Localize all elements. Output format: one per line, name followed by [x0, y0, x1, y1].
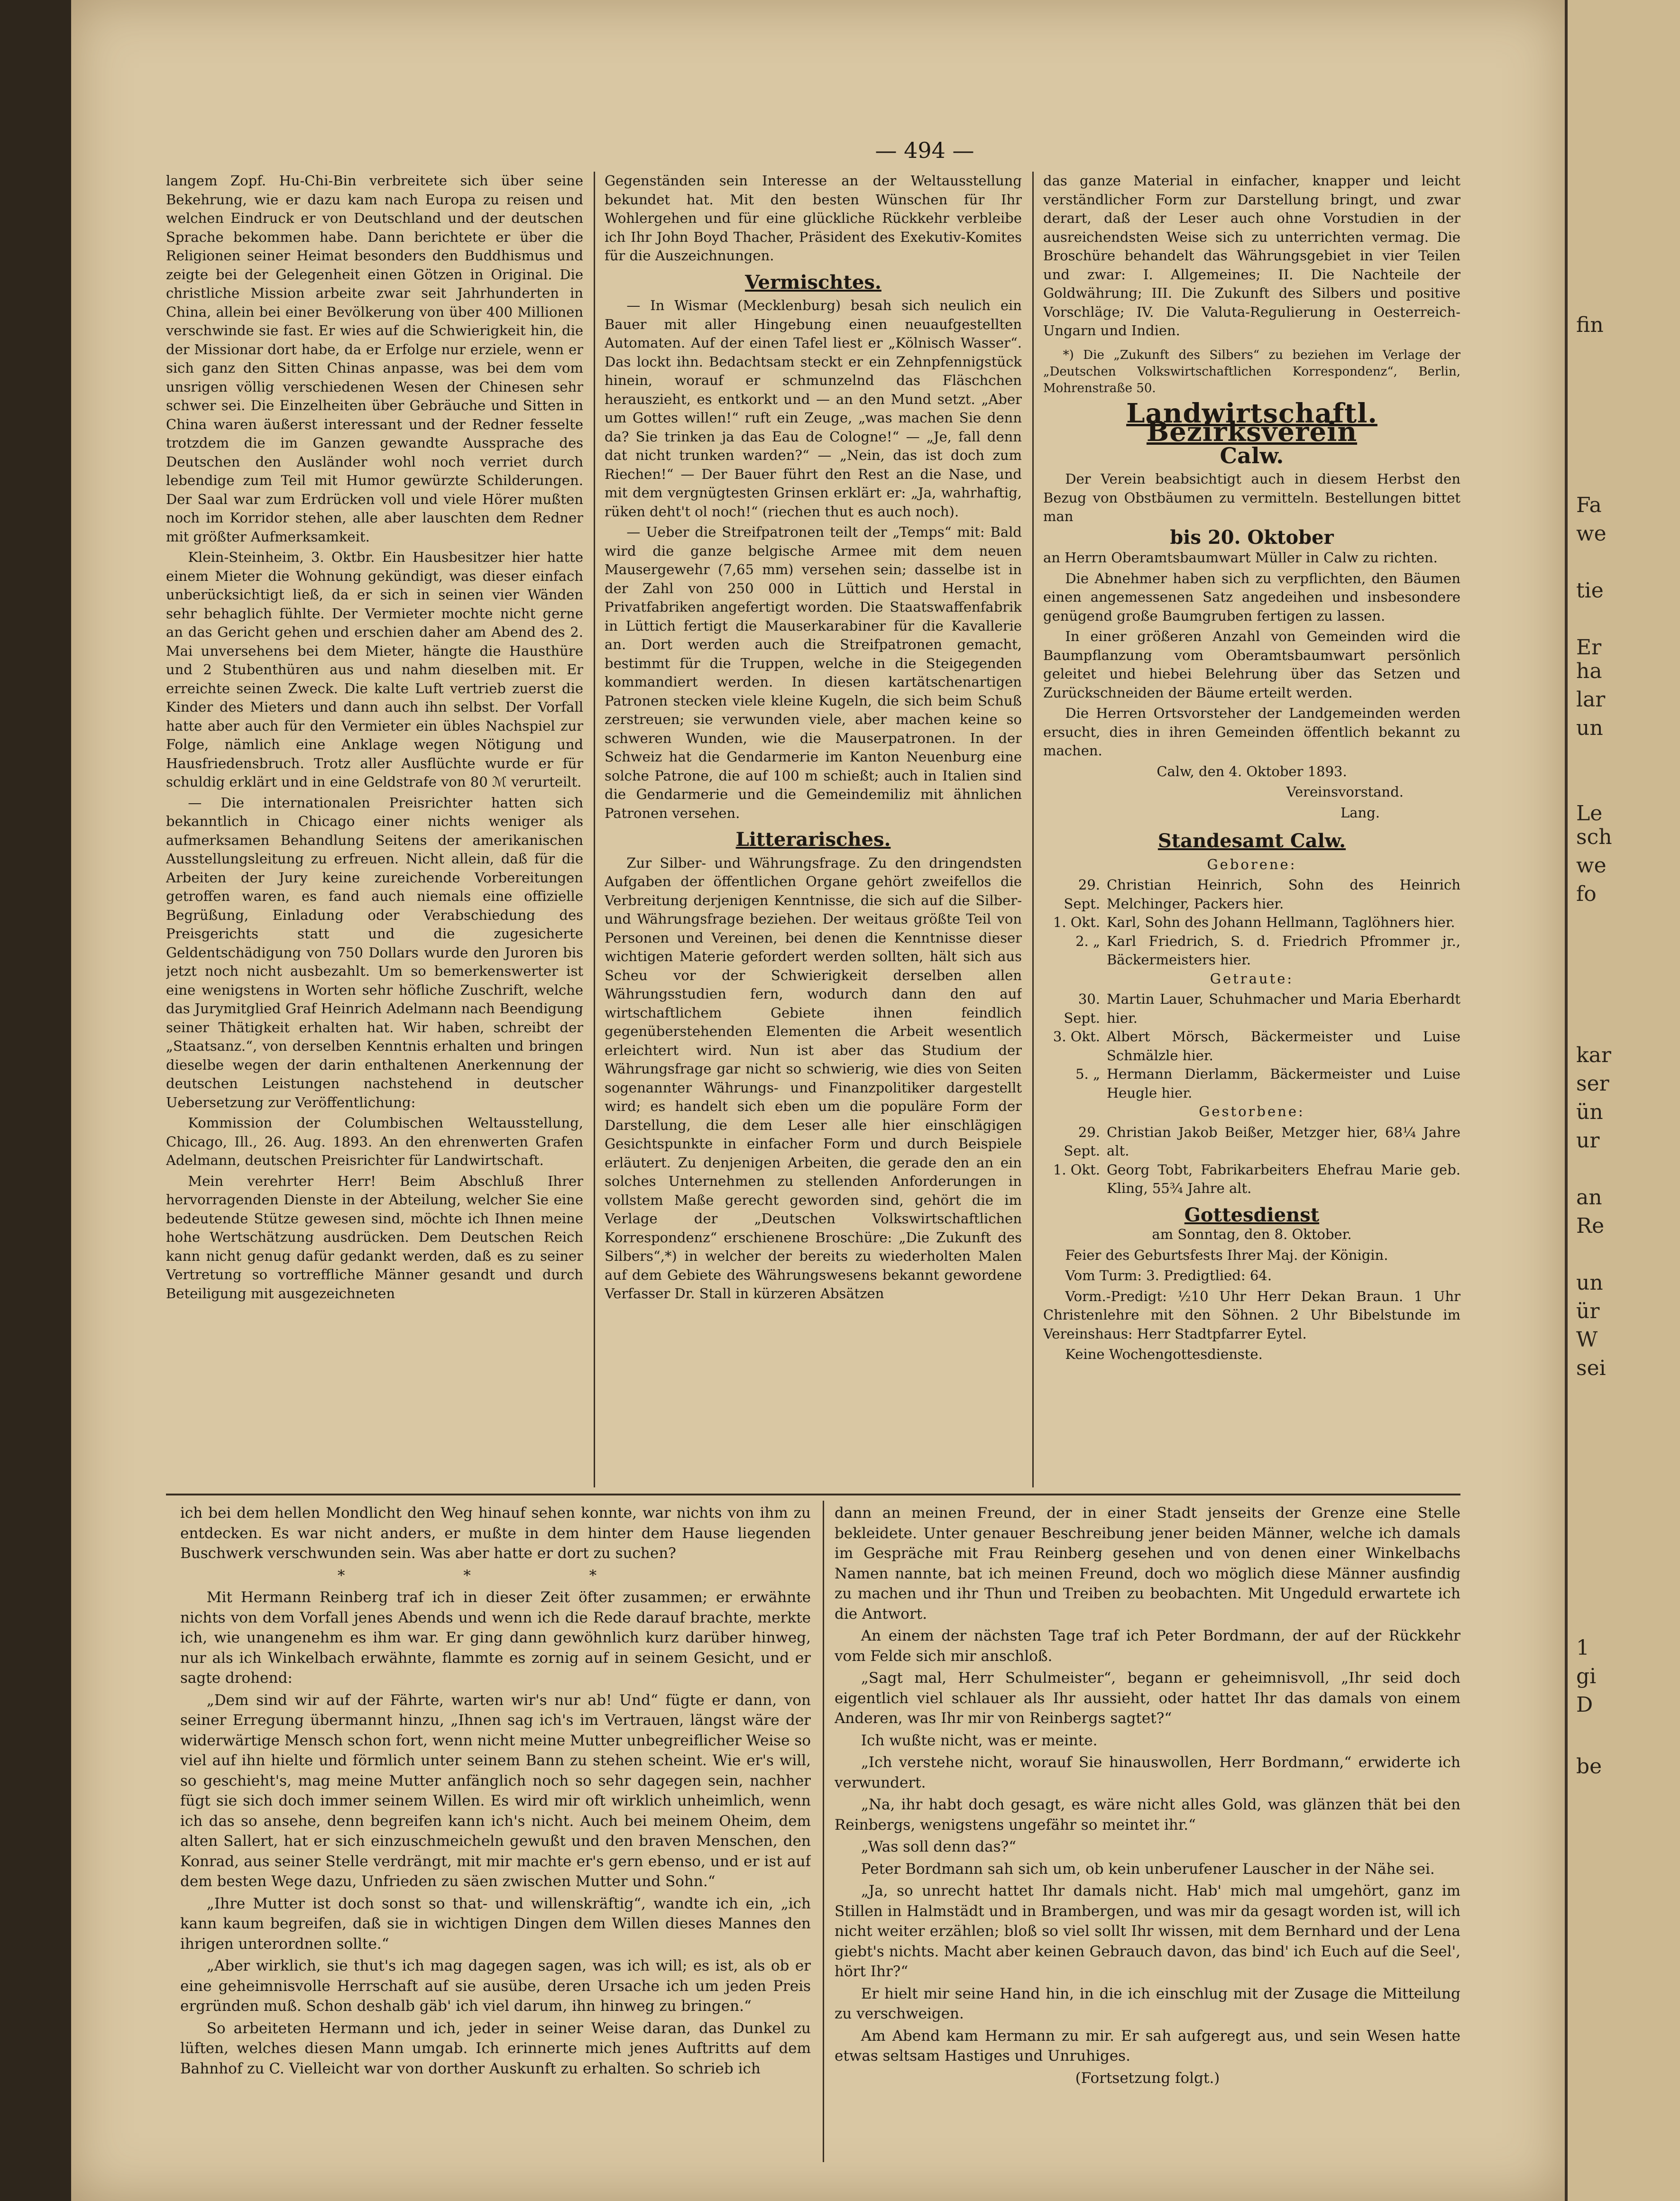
col1-paragraph-4: Kommission der Columbischen Weltausstellung, Chicago, Ill., 26. Aug. 1893. An den ehrenwerten Grafen Adelmann, deutschen Preisrichter für Landwirtschaft.: [166, 1115, 583, 1168]
story-left-paragraph-1: ich bei dem hellen Mondlicht den Weg hinauf sehen konnte, war nichts von ihm zu entdecken. Es war nicht anders, er mußte in dem hinter dem Hause liegenden Buschwerk verschwunden sein. Was aber hatte er dort zu suchen?: [180, 1504, 811, 1562]
ad-paragraph-2: an Herrn Oberamtsbaumwart Müller in Calw zu richten.: [1043, 550, 1438, 566]
gottesdienst-date: am Sonntag, den 8. Oktober.: [1152, 1226, 1352, 1242]
ad-paragraph-3: Die Abnehmer haben sich zu verpflichten, den Bäumen einen angemessenen Satz angedeihen und insbesondere genügend große Baumgruben fertigen zu lassen.: [1043, 570, 1460, 624]
birth-entry: [1043, 876, 1460, 913]
entry-text: Karl Friedrich, S. d. Friedrich Pfrommer jr., Bäckermeisters hier.: [1107, 933, 1460, 968]
death-entry: [1043, 1123, 1460, 1161]
col2-paragraph-4: Zur Silber- und Währungsfrage. Zu den dringendsten Aufgaben der öffentlichen Organe gehört zweifellos die Verbreitung derjenigen Kenntnisse, die sich auf die Silber- und Währungsfrage beziehen. Der weitaus größte Teil von Personen und Vereinen, bei denen die Kenntnisse dieser wichtigen Materie gefordert werden sollten, hält sich aus Scheu vor der Schwierigkeit derselben allen Währungsstudien fern, wodurch dann den auf wirtschaftlichem Gebiete ihnen feindlich gegenüberstehenden Elementen die Arbeit wesentlich erleichtert wird. Nun ist aber das Studium der Währungsfrage gar nicht so schwierig, wie dies von Seiten sogenannter Währungs- und Finanzpolitiker dargestellt wird; es handelt sich eben um die populäre Form der Darstellung, die dem Leser alle hier einschlägigen Gesichtspunkte in einfacher Form und durch Beispiele erläutert. Zu denjenigen Arbeiten, die gerade den an ein solches Unternehmen zu stellenden Anforderungen in vollstem Maße gerecht geworden sind, gehört die im Verlage der „Deutschen Volkswirtschaftlichen Korrespondenz“ erschienene Broschüre: „Die Zukunft des Silbers“,*) in welcher der bereits zu wiederholten Malen auf dem Gebiete des Währungswesens bekannt gewordene Verfasser Dr. Stall in kürzeren Absätzen: [605, 854, 1022, 1302]
gottesdienst-line-4: Keine Wochengottesdienste.: [1065, 1346, 1263, 1362]
story-right-paragraph-9: „Ja, so unrecht hattet Ihr damals nicht. Hab' mich mal umgehört, ganz im Stillen in Halmstädt und in Brambergen, und was mir da gesagt worden ist, will ich nicht weiter erzählen; bloß so viel sollt Ihr wissen, mit dem Bernhard und der Lena giebt's nichts. Macht aber keinen Gebrauch davon, das bind' ich Euch auf die Seel', hört Ihr?“: [835, 1882, 1460, 1980]
ad-place: Calw.: [1220, 442, 1284, 468]
adjacent-page-edge: [1565, 0, 1680, 2201]
adjacent-page-fragment: fin: [1576, 313, 1604, 337]
gottesdienst-title: Gottesdienst: [1184, 1203, 1320, 1226]
adjacent-page-fragment: 1: [1576, 1636, 1589, 1660]
adjacent-page-fragment: an: [1576, 1185, 1602, 1210]
story-left-paragraph-3: „Dem sind wir auf der Fährte, warten wir's nur ab! Und“ fügte er dann, von seiner Erregung übermannt hinzu, „Ihnen sag ich's im Vertrauen, längst wäre der widerwärtige Mensch schon fort, wenn nicht meine Mutter unbegreiflicher Weise so viel auf ihn hielte und förmlich unter seinem Bann zu stehen scheint. Wie er's will, so geschieht's, mag meine Mutter anfänglich noch so sehr dagegen sein, nachher fügt sie sich doch immer seinem Willen. Es wird mir oft wirklich unheimlich, wenn ich das so ansehe, denn begreifen kann ich's nicht. Auch bei meinem Oheim, dem alten Sallert, hat er sich einzuschmeicheln gewußt und den braven Menschen, den Konrad, aus seiner Stelle verdrängt, mit mir machte er's gern ebenso, und er ist auf dem besten Wege dazu, Unfrieden zu säen zwischen Mutter und Sohn.“: [180, 1691, 811, 1890]
column-divider-1: [594, 172, 595, 1487]
story-right-paragraph-4: Ich wußte nicht, was er meinte.: [861, 1732, 1098, 1749]
ad-paragraph-4: In einer größeren Anzahl von Gemeinden wird die Baumpflanzung vom Oberamtsbaumwart persönlich geleitet und hiebei Belehrung über das Setzen und Zurückschneiden der Bäume erteilt werden.: [1043, 628, 1460, 701]
newspaper-page: [71, 0, 1565, 2201]
col2-paragraph-1: Gegenständen sein Interesse an der Weltausstellung bekundet hat. Mit den besten Wünschen für Ihr Wohlergehen und für eine glückliche Rückkehr verbleibe ich Ihr John Boyd Thacher, Präsident des Exekutiv-Komites für die Auszeichnungen.: [605, 173, 1022, 264]
entry-text: Martin Lauer, Schuhmacher und Maria Eberhardt hier.: [1107, 991, 1460, 1026]
ad-paragraph-5: Die Herren Ortsvorsteher der Landgemeinden werden ersucht, dies in ihren Gemeinden öffentlich bekannt zu machen.: [1043, 705, 1460, 759]
adjacent-page-fragment: ün: [1576, 1100, 1603, 1124]
adjacent-page-fragment: ser: [1576, 1072, 1609, 1096]
entry-date: 1. Okt.: [1053, 1161, 1100, 1178]
ad-place-date: Calw, den 4. Oktober 1893.: [1157, 763, 1347, 780]
entry-date: 29. Sept.: [1064, 1124, 1100, 1159]
birth-entry: [1043, 913, 1460, 932]
column-divider-2: [1032, 172, 1034, 1487]
entry-date: 3. Okt.: [1053, 1028, 1100, 1045]
gottesdienst-line-2: Vom Turm: 3. Predigtlied: 64.: [1065, 1267, 1272, 1284]
column-2: [605, 172, 1022, 1490]
marriage-entry: [1043, 1065, 1460, 1102]
entry-date: 29. Sept.: [1064, 877, 1100, 912]
col2-paragraph-2: — In Wismar (Mecklenburg) besah sich neulich ein Bauer mit aller Hingebung einen neuaufgestellten Automaten. Auf der einen Tafel liest er „Kölnisch Wasser“. Das lockt ihn. Bedachtsam steckt er ein Zehnpfennigstück hinein, worauf er schmunzelnd das Fläschchen herauszieht, es entkorkt und — an den Mund setzt. „Aber um Gottes willen!“ ruft ein Zeuge, „was machen Sie denn da? Sie trinken ja das Eau de Cologne!“ — „Je, fall denn dat nicht trunken warden?“ — „Nein, das ist doch zum Riechen!“ — Der Bauer führt den Rest an die Nase, und mit dem vergnügtesten Grinsen erklärt er: „Ja, wahrhaftig, rüken deht't ol noch!“ (riechen thut es auch noch).: [605, 297, 1022, 520]
book-spine-edge: [0, 0, 71, 2201]
col1-paragraph-2: Klein-Steinheim, 3. Oktbr. Ein Hausbesitzer hier hatte einem Mieter die Wohnung gekündigt, was dieser einfach unberücksichtigt ließ, da er sich in seinen vier Wänden sehr behaglich fühlte. Der Vermieter mochte nicht gerne an das Gericht gehen und erschien daher am Abend des 2. Mai unversehens bei dem Mieter, hängte die Hausthüre und 2 Stubenthüren aus und nahm dieselben mit. Er erreichte seinen Zweck. Die kalte Luft vertrieb zuerst die Kinder des Mieters und dann auch ihn selbst. Der Vorfall hatte aber auch für den Vermieter ein übles Nachspiel zur Folge, nämlich eine Anklage wegen Nötigung und Hausfriedensbruch. Trotz aller Ausflüchte wurde er für schuldig erklärt und in eine Geldstrafe von 80 ℳ verurteilt.: [166, 549, 583, 790]
adjacent-page-fragment: un: [1576, 716, 1603, 740]
section-break-stars: * * *: [337, 1567, 654, 1584]
ad-deadline: bis 20. Oktober: [1170, 526, 1334, 549]
story-right-paragraph-6: „Na, ihr habt doch gesagt, es wäre nicht alles Gold, was glänzen thät bei den Reinbergs, wenigstens ungefähr so meintet ihr.“: [835, 1796, 1460, 1834]
entry-text: Georg Tobt, Fabrikarbeiters Ehefrau Marie geb. Kling, 55¾ Jahre alt.: [1107, 1161, 1460, 1196]
story-left-paragraph-4: „Ihre Mutter ist doch sonst so that- und willenskräftig“, wandte ich ein, „ich kann kaum begreifen, daß sie in wichtigen Dingen dem Willen dieses Mannes den ihrigen unterordnen sollte.“: [180, 1895, 811, 1953]
adjacent-page-fragment: tie: [1576, 578, 1604, 603]
marriage-entry: [1043, 990, 1460, 1027]
story-left-column: [180, 1503, 811, 2162]
births-label: Geborene:: [1207, 856, 1297, 872]
gottesdienst-line-1: Feier des Geburtsfests Ihrer Maj. der Königin.: [1065, 1247, 1388, 1263]
story-right-paragraph-1: dann an meinen Freund, der in einer Stadt jenseits der Grenze eine Stelle bekleidete. Unter genauer Beschreibung jener beiden Männer, welche ich damals im Gespräche mit Frau Reinberg gesehen und von denen einer Winkelbachs Namen nannte, bat ich meinen Freund, doch wo möglich diese Männer ausfindig zu machen und ihr Thun und Treiben zu beobachten. Mit Ungeduld erwartete ich die Antwort.: [835, 1504, 1460, 1623]
story-right-paragraph-3: „Sagt mal, Herr Schulmeister“, begann er geheimnisvoll, „Ihr seid doch eigentlich viel schlauer als Ihr aussieht, oder hattet Ihr das damals von einem Anderen, was Ihr mir von Reinbergs sagtet?“: [835, 1669, 1460, 1727]
adjacent-page-fragment: ur: [1576, 1128, 1600, 1153]
footnote: *) Die „Zukunft des Silbers“ zu beziehen im Verlage der „Deutschen Volkswirtschaftlichen Korrespondenz“, Berlin, Mohrenstraße 50.: [1043, 348, 1460, 395]
adjacent-page-fragment: kar: [1576, 1043, 1611, 1067]
col3-paragraph-1: das ganze Material in einfacher, knapper und leicht verständlicher Form zur Darstellung bringt, und zwar derart, daß der Leser auch ohne Vorstudien in der ausreichendsten Weise sich zu unterrichten vermag. Die Broschüre behandelt das Währungsgebiet in vier Teilen und zwar: I. Allgemeines; II. Die Nachteile der Goldwährung; III. Die Zukunft des Silbers und positive Vorschläge; IV. Die Valuta-Regulierung in Oesterreich-Ungarn und Indien.: [1043, 173, 1460, 339]
adjacent-page-fragment: ha: [1576, 659, 1602, 683]
adjacent-page-fragment: Fa: [1576, 493, 1602, 517]
story-right-paragraph-11: Am Abend kam Hermann zu mir. Er sah aufgeregt aus, und sein Wesen hatte etwas seltsam Hastiges und Unruhiges.: [835, 2027, 1460, 2064]
gottesdienst-line-3: Vorm.-Predigt: ½10 Uhr Herr Dekan Braun. 1 Uhr Christenlehre mit den Söhnen. 2 Uhr Bibelstunde im Vereinshaus: Herr Stadtpfarrer Eytel.: [1043, 1288, 1460, 1342]
ad-signature-title: Vereinsvorstand.: [1286, 784, 1404, 800]
birth-entry: [1043, 932, 1460, 970]
adjacent-page-fragment: ür: [1576, 1299, 1600, 1323]
story-left-paragraph-6: So arbeiteten Hermann und ich, jeder in seiner Weise daran, das Dunkel zu lüften, welches diesen Mann umgab. Ich erinnerte mich jenes Auftritts auf dem Bahnhof zu C. Vielleicht war von dorther Auskunft zu erhalten. So schrieb ich: [180, 2019, 811, 2077]
adjacent-page-fragment: Le: [1576, 801, 1603, 825]
entry-text: Albert Mörsch, Bäckermeister und Luise Schmälzle hier.: [1107, 1028, 1460, 1064]
ad-signature-name: Lang.: [1340, 804, 1380, 821]
entry-text: Christian Heinrich, Sohn des Heinrich Melchinger, Packers hier.: [1107, 877, 1460, 912]
continuation-note: (Fortsetzung folgt.): [1075, 2069, 1220, 2087]
adjacent-page-fragment: gi: [1576, 1664, 1597, 1688]
story-left-paragraph-2: Mit Hermann Reinberg traf ich in dieser Zeit öfter zusammen; er erwähnte nichts von dem Vorfall jenes Abends und wenn ich die Rede darauf brachte, merkte ich, wie unangenehm es ihm war. Er ging dann gewöhnlich kurz darüber hinweg, nur als ich Winkelbach erwähnte, flammte es zornig auf in seinem Gesicht, und er sagte drohend:: [180, 1589, 811, 1687]
adjacent-page-fragment: we: [1576, 522, 1607, 546]
ad-paragraph-1: Der Verein beabsichtigt auch in diesem Herbst den Bezug von Obstbäumen zu vermitteln. Bestellungen bittet man: [1043, 471, 1460, 524]
page-number: — 494 —: [875, 138, 974, 163]
column-3: [1043, 172, 1460, 1490]
entry-text: Christian Jakob Beißer, Metzger hier, 68¼ Jahre alt.: [1107, 1124, 1460, 1159]
heading-litterarisches: Litterarisches.: [735, 828, 891, 851]
entry-date: 5. „: [1075, 1066, 1100, 1082]
heading-vermischtes: Vermischtes.: [745, 271, 881, 293]
col1-paragraph-3: — Die internationalen Preisrichter hatten sich bekanntlich in Chicago einer nichts weniger als aufmerksamen Behandlung Seitens der amerikanischen Ausstellungsleitung zu erfreuen. Nicht allein, daß für die Arbeiten der Jury keine zureichende Vorbereitungen getroffen waren, es fand auch niemals eine offizielle Begrüßung, Einladung oder Verabschiedung des Preisgerichts statt und die zugesicherte Geldentschädigung von 750 Dollars wurde den Juroren bis jetzt noch nicht ausbezahlt. Um so bemerkenswerter ist eine wenigstens in Worten sehr höfliche Zuschrift, welche das Jurymitglied Graf Heinrich Adelmann nach Beendigung seiner Thätigkeit erhalten hat. Wir haben, schreibt der „Staatsanz.“, von derselben Kenntnis erhalten und bringen dieselbe wegen der darin enthaltenen Anerkennung der deutschen Leistungen nachstehend in deutscher Uebersetzung zur Veröffentlichung:: [166, 794, 583, 1110]
marriages-label: Getraute:: [1210, 970, 1294, 987]
standesamt-title: Standesamt Calw.: [1157, 830, 1346, 852]
adjacent-page-fragment: fo: [1576, 882, 1597, 906]
story-right-paragraph-2: An einem der nächsten Tage traf ich Peter Bordmann, der auf der Rückkehr vom Felde sich mir anschloß.: [835, 1627, 1460, 1665]
entry-date: 1. Okt.: [1053, 914, 1100, 930]
story-right-column: [835, 1503, 1460, 2162]
adjacent-page-fragment: sch: [1576, 825, 1612, 849]
col1-paragraph-5: Mein verehrter Herr! Beim Abschluß Ihrer hervorragenden Dienste in der Abteilung, welcher Sie eine bedeutende Stütze gewesen sind, möchte ich Ihnen meine hohe Wertschätzung ausdrücken. Dem Deutschen Reich kann nicht genug dafür gedankt werden, daß es zu seiner Vertretung so vortreffliche Männer gesandt und durch Beteiligung mit ausgezeichneten: [166, 1173, 583, 1302]
column-1: [166, 172, 583, 1490]
adjacent-page-fragment: D: [1576, 1693, 1593, 1717]
deaths-label: Gestorbene:: [1199, 1103, 1305, 1119]
story-right-paragraph-8: Peter Bordmann sah sich um, ob kein unberufener Lauscher in der Nähe sei.: [861, 1860, 1435, 1878]
story-left-paragraph-5: „Aber wirklich, sie thut's ich mag dagegen sagen, was ich will; es ist, als ob er eine geheimnisvolle Herrschaft auf sie ausübe, deren Ursache ich um jeden Preis ergründen muß. Schon deshalb gäb' ich viel darum, ihn hinweg zu bringen.“: [180, 1957, 811, 2015]
adjacent-page-fragment: un: [1576, 1271, 1603, 1295]
adjacent-page-fragment: Er: [1576, 635, 1602, 660]
adjacent-page-fragment: W: [1576, 1328, 1598, 1352]
marriage-entry: [1043, 1027, 1460, 1065]
entry-date: 30. Sept.: [1064, 991, 1100, 1026]
ad-title: Landwirtschaftl. Bezirksverein: [1126, 397, 1377, 448]
entry-text: Hermann Dierlamm, Bäckermeister und Luise Heugle hier.: [1107, 1066, 1460, 1101]
col1-paragraph-1: langem Zopf. Hu-Chi-Bin verbreitete sich über seine Bekehrung, wie er dazu kam nach Europa zu reisen und welchen Eindruck er von Deutschland und der deutschen Sprache bekommen habe. Dann berichtete er über die Religionen seiner Heimat besonders den Buddhismus und zeigte bei der Gelegenheit einen Götzen in Original. Die christliche Mission arbeite zwar seit Jahrhunderten in China, allein bei einer Bevölkerung von über 400 Millionen verschwinde sie fast. Er wies auf die Schwierigkeit hin, die der Missionar dort habe, da er Erfolge nur erziele, wenn er sich ganz den Sitten Chinas anpasse, was bei dem vom unsrigen völlig verschiedenen Wesen der Chinesen sehr schwer sei. Die Einzelheiten über Gebräuche und Sitten in China waren äußerst interessant und der Redner fesselte trotzdem die im Ganzen gewandte Aussprache des Deutschen den Ausländer wohl noch verriet durch lebendige zum Teil mit Humor gewürzte Schilderungen. Der Saal war zum Erdrücken voll und viele Hörer mußten noch im Korridor stehen, alle aber lauschten dem Redner mit größter Aufmerksamkeit.: [166, 173, 583, 545]
story-right-paragraph-7: „Was soll denn das?“: [861, 1838, 1017, 1855]
adjacent-page-fragment: sei: [1576, 1356, 1606, 1380]
feuilleton-divider: [166, 1494, 1460, 1495]
entry-date: 2. „: [1075, 933, 1100, 949]
death-entry: [1043, 1161, 1460, 1198]
col2-paragraph-3: — Ueber die Streifpatronen teilt der „Temps“ mit: Bald wird die ganze belgische Armee mit dem neuen Mausergewehr (7,65 mm) versehen sein; dasselbe ist in der Zahl von 250 000 in Lüttich und Herstal in Privatfabriken angefertigt worden. Die Staatswaffenfabrik in Lüttich fertigt die Mauserkarabiner für die Kavallerie an. Dort werden auch die Streifpatronen gemacht, bestimmt für die Truppen, welche in die Steigegenden kommandiert werden. In diesen kartätschenartigen Patronen stecken viele kleine Kugeln, die sich beim Schuß zerstreuen; sie verwunden viele, aber machen keine so schweren Wunden, wie die Mauserpatronen. In der Schweiz hat die Gendarmerie im Kanton Neuenburg eine solche Patrone, die auf 100 m schießt; auch in Italien sind die Gendarmerie und die Gemeindemiliz mit ähnlichen Patronen versehen.: [605, 524, 1022, 821]
entry-text: Karl, Sohn des Johann Hellmann, Taglöhners hier.: [1107, 914, 1455, 930]
story-column-divider: [823, 1501, 824, 2162]
adjacent-page-fragment: Re: [1576, 1214, 1605, 1238]
adjacent-page-fragment: be: [1576, 1754, 1602, 1779]
adjacent-page-fragment: we: [1576, 853, 1607, 878]
story-right-paragraph-10: Er hielt mir seine Hand hin, in die ich einschlug mit der Zusage die Mitteilung zu verschweigen.: [835, 1985, 1460, 2022]
story-right-paragraph-5: „Ich verstehe nicht, worauf Sie hinauswollen, Herr Bordmann,“ erwiderte ich verwundert.: [835, 1754, 1460, 1791]
adjacent-page-fragment: lar: [1576, 688, 1606, 712]
